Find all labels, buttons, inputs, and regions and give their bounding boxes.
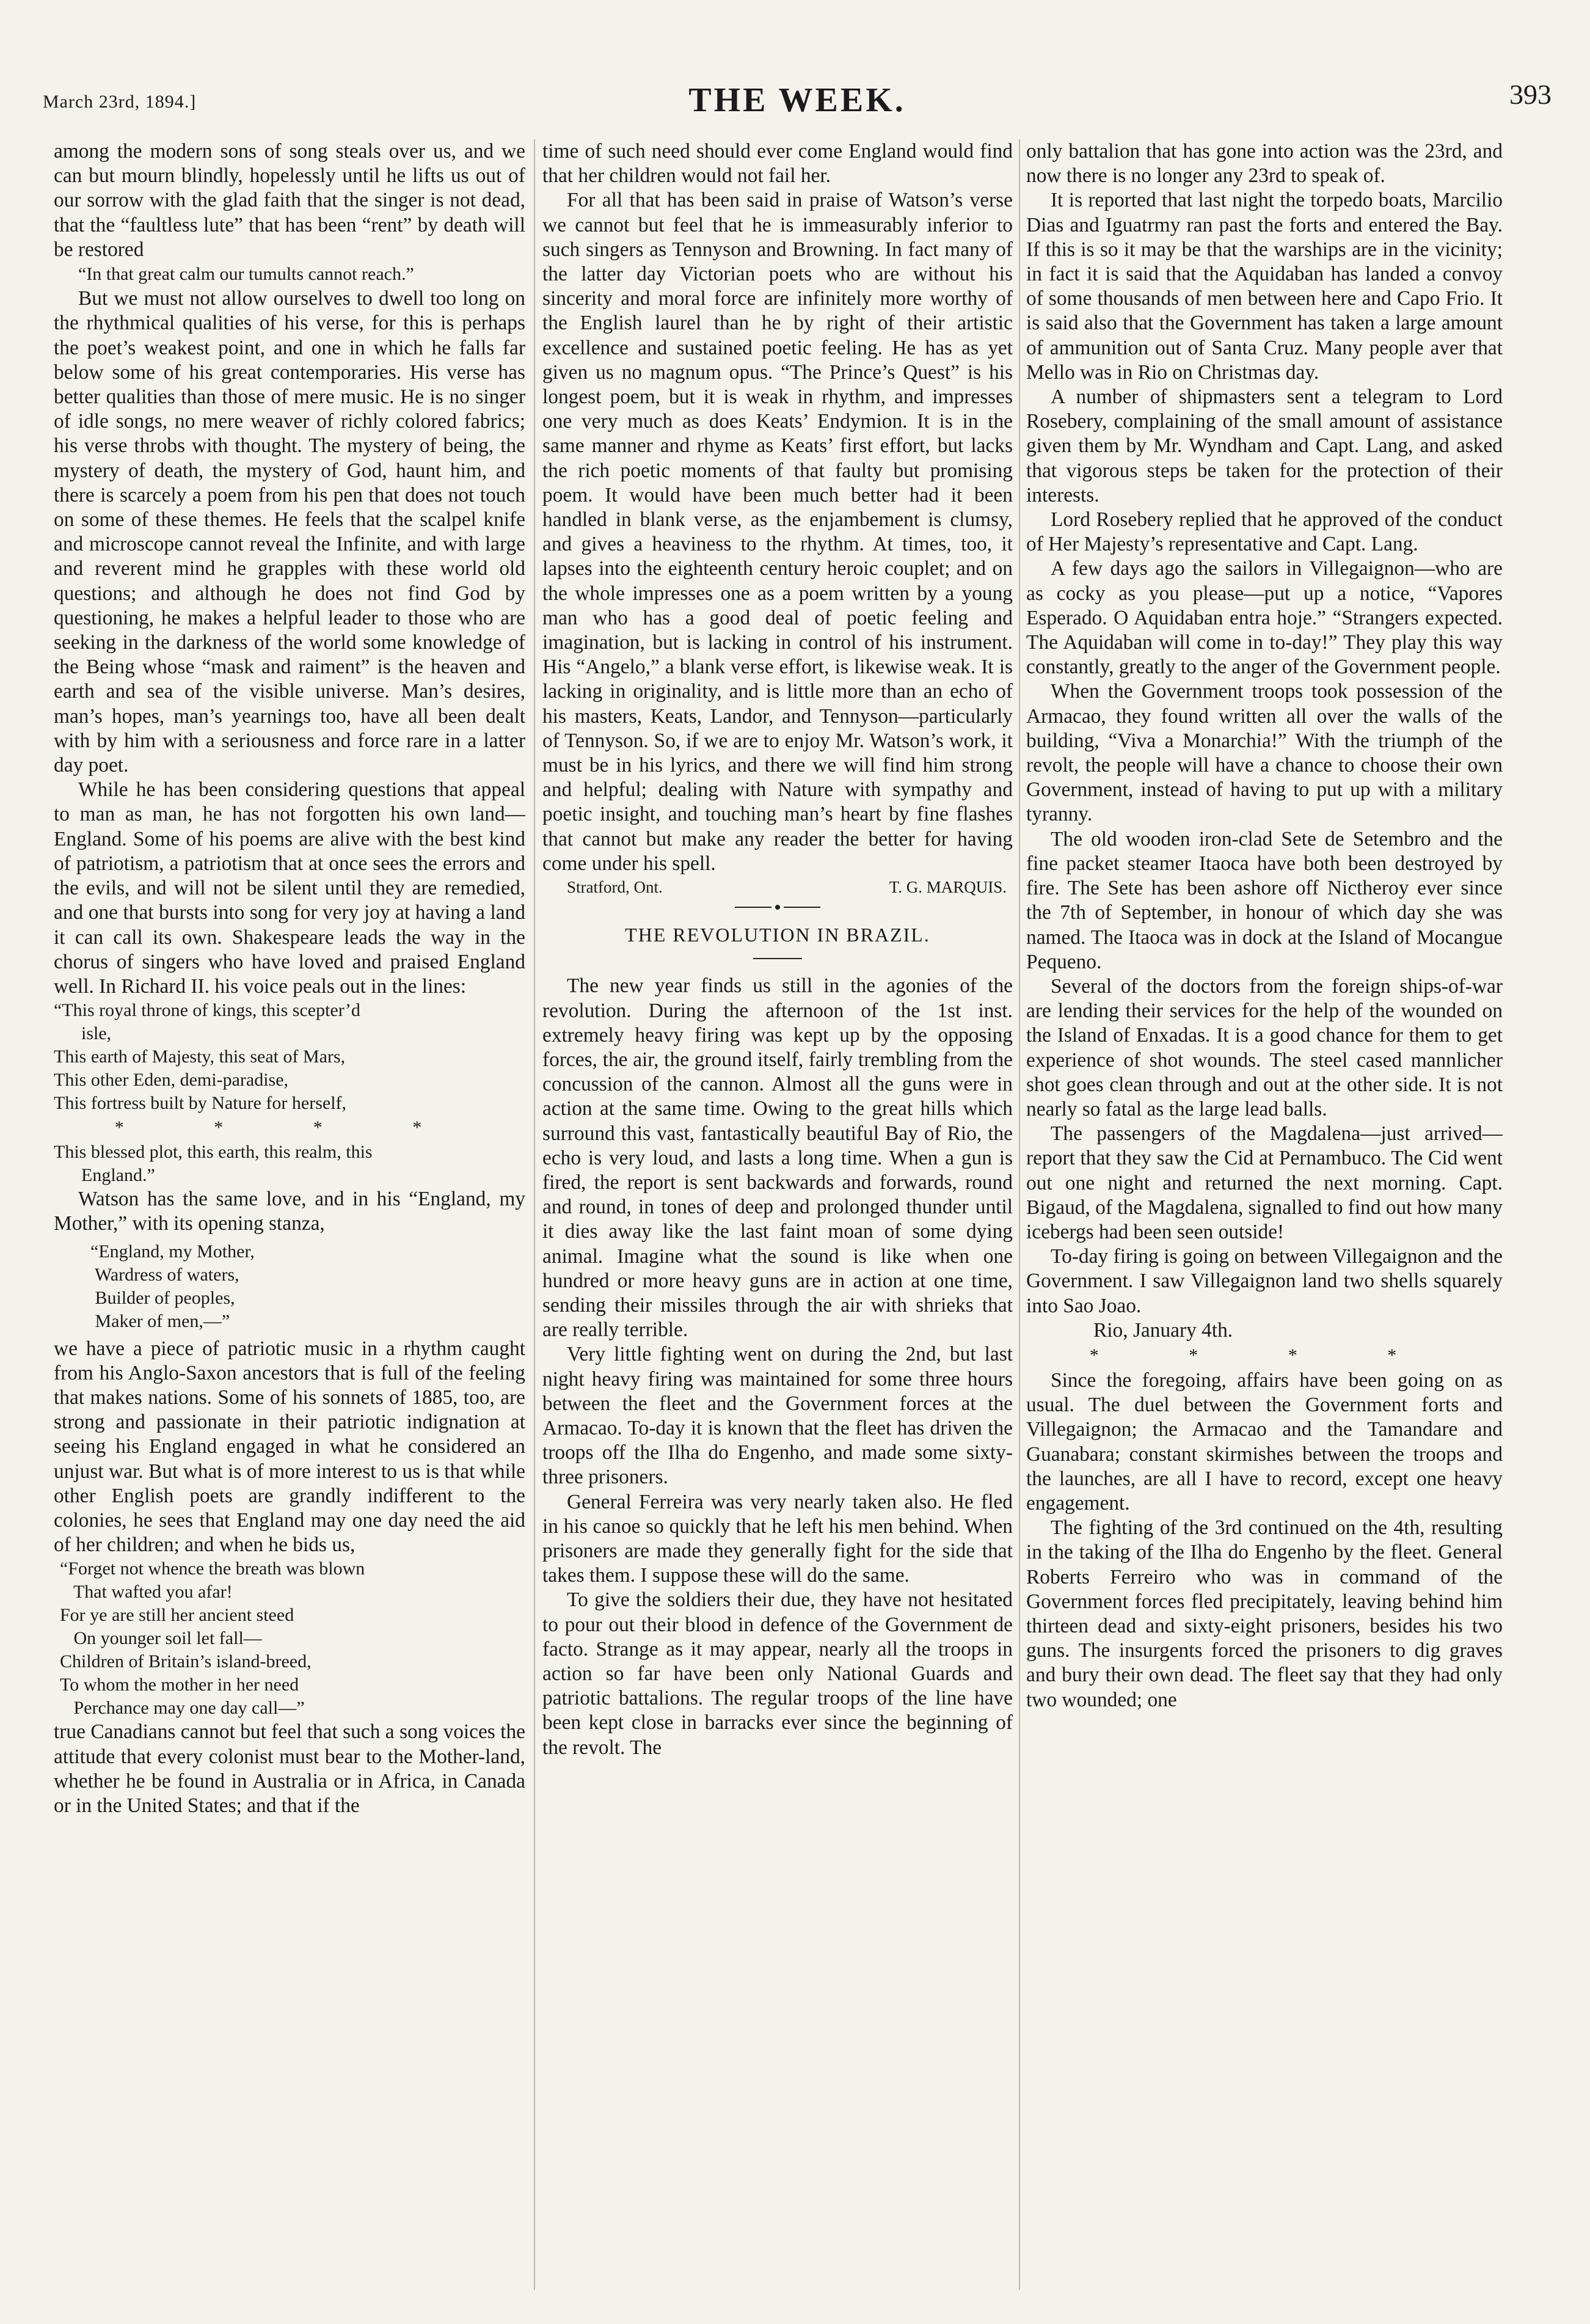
poem-quote-shakespeare: [54, 999, 525, 1115]
poem-line: Children of Britain’s island-breed,: [60, 1651, 312, 1672]
poem-line: For ye are still her ancient steed: [60, 1605, 294, 1626]
poem-line: Wardress of waters,: [90, 1264, 239, 1285]
paragraph: The passengers of the Magdalena—just arrived—report that they saw the Cid at Pernambuco. The Cid went out one night and returned the next morning. Capt. Bigaud, of the Magdalena, signalled to find out how many icebergs had been seen outside!: [1026, 1122, 1503, 1243]
paragraph: But we must not allow ourselves to dwell too long on the rhythmical qualities of his verse, for this is perhaps the poet’s weakest point, and one in which he falls far below some of his great contemporaries. His verse has better qualities than those of mere music. He is no singer of idle songs, no mere weaver of richly colored fabrics; his verse throbs with thought. The mystery of being, the mystery of death, the mystery of God, haunt him, and there is scarcely a poem from his pen that does not touch on some of these themes. He feels that the scalpel knife and microscope cannot reveal the Infinite, and with large and reverent mind he grapples with these world old questions; and although he does not find God by questioning, he makes a helpful leader to those who are seeking in the darkness of the world some knowledge of the Being whose “mask and raiment” is the heaven and earth and sea of the visible universe. Man’s desires, man’s hopes, man’s yearnings too, have all been dealt with by him with a seriousness and force rare in a latter day poet.: [54, 287, 525, 777]
signature-author: T. G. MARQUIS.: [889, 878, 1007, 897]
poem-line: isle,: [54, 1023, 112, 1044]
paragraph: Several of the doctors from the foreign ships-of-war are lending their services for the help of the wounded on the Island of Enxadas. It is a good chance for them to get experience of shot wounds. The steel cased mannlicher shot goes clean through and out at the other side. It is not nearly so fatal as the large lead balls.: [1026, 974, 1503, 1120]
paragraph: General Ferreira was very nearly taken also. He fled in his canoe so quickly that he left his men behind. When prisoners are made they generally fight for the side that takes them. I suppose these will do the same.: [542, 1490, 1013, 1587]
poem-line: That wafted you afar!: [60, 1582, 233, 1602]
page-number: 393: [1509, 79, 1552, 110]
poem-line: “Forget not whence the breath was blown: [60, 1558, 365, 1579]
ornament-line: [735, 907, 771, 908]
poem-line: Perchance may one day call—”: [60, 1698, 305, 1719]
paragraph: To-day firing is going on between Villegaignon and the Government. I saw Villegaignon land two shells squarely into Sao Joao.: [1026, 1245, 1503, 1317]
page-header: [43, 73, 1552, 141]
issue-date: March 23rd, 1894.]: [43, 92, 197, 112]
paragraph: It is reported that last night the torpedo boats, Marcilio Dias and Iguatrmy ran past the forts and entered the Bay. If this is so it may be that the warships are in the vicinity; in fact it is said that the Aquidaban has landed a convoy of some thousands of men between here and Capo Frio. It is said also that the Government has taken a large amount of ammunition out of Santa Cruz. Many people aver that Mello was in Rio on Christmas day.: [1026, 189, 1503, 384]
ornament-dot: [775, 905, 780, 910]
poem-quote-england-mother: [54, 1240, 525, 1333]
ornament-line: [784, 907, 820, 908]
masthead-title: THE WEEK.: [688, 81, 906, 119]
paragraph: we have a piece of patriotic music in a rhythm caught from his Anglo-Saxon ancestors that is full of the feeling that makes nations. Some of his sonnets of 1885, too, are strong and passionate in their patriotic indignation at seeing his England engaged in what he considered an unjust war. But what is of more interest to us is that while other English poets are grandly indifferent to the colonies, he sees that England may one day need the aid of her children; and when he bids us,: [54, 1337, 525, 1557]
paragraph: time of such need should ever come England would find that her children would not fail her.: [542, 140, 1013, 188]
signature-place: Stratford, Ont.: [567, 878, 663, 897]
paragraph: only battalion that has gone into action was the 23rd, and now there is no longer any 23rd to speak of.: [1026, 140, 1503, 188]
poem-line: Maker of men,—”: [90, 1310, 230, 1331]
poem-quote-shakespeare-end: [54, 1141, 525, 1187]
column-1: [54, 139, 525, 2290]
paragraph: For all that has been said in praise of Watson’s verse we cannot but feel that he is immeasurably inferior to such singers as Tennyson and Browning. In fact many of the latter day Victorian poets who are without his sincerity and moral force are infinitely more worthy of the English laurel than he by right of their artistic excellence and sustained poetic feeling. He has as yet given us no magnum opus. “The Prince’s Quest” is his longest poem, but it is weak in rhythm, and impresses one very much as does Keats’ Endymion. It is in the same manner and rhyme as Keats’ first effort, but lacks the rich poetic moments of that faulty but promising poem. It would have been much better had it been handled in blank verse, as the enjambement is clumsy, and gives a heaviness to the rhythm. At times, too, it lapses into the eighteenth century heroic couplet; and on the whole impresses one as a poem written by a young man who has a good deal of poetic feeling and imagination, but is lacking in control of his instrument. His “Angelo,” a blank verse effort, is likewise weak. It is lacking in originality, and is little more than an echo of his masters, Keats, Landor, and Tennyson—particularly of Tennyson. So, if we are to enjoy Mr. Watson’s work, it must be in his lyrics, and there we will find him strong and helpful; dealing with Nature with sympathy and poetic insight, and touching man’s heart by fine flashes that cannot but make any reader the better for having come under his spell.: [542, 189, 1013, 875]
paragraph: The old wooden iron-clad Sete de Setembro and the fine packet steamer Itaoca have both been destroyed by fire. The Sete has been ashore off Nictheroy ever since the 7th of September, in honour of which day she was named. The Itaoca was in dock at the Island of Mocangue Pequeno.: [1026, 827, 1503, 973]
paragraph: A number of shipmasters sent a telegram to Lord Rosebery, complaining of the small amount of assistance given them by Mr. Wyndham and Capt. Lang, and asked that vigorous steps be taken for the protection of their interests.: [1026, 386, 1503, 506]
poem-line: “England, my Mother,: [90, 1241, 255, 1262]
paragraph: The new year finds us still in the agonies of the revolution. During the afternoon of the 1st inst. extremely heavy firing was kept up by the opposing forces, the air, the ground itself, fairly trembling from the concussion of the cannon. Almost all the guns were in action at the same time. Owing to the great hills which surround this vast, fantastically beautiful Bay of Rio, the echo is very loud, and lasts a long time. When a gun is fired, the report is sent backwards and forwards, round and round, in tones of deep and prolonged thunder until it dies away like the last faint moan of some dying animal. Imagine what the sound is like when one hundred or more heavy guns are in action at one time, sending their missiles through the air with shrieks that are really terrible.: [542, 974, 1013, 1342]
poem-line: This other Eden, demi-paradise,: [54, 1070, 289, 1091]
dateline: Rio, January 4th.: [1093, 1318, 1233, 1342]
column-divider: [534, 139, 535, 2290]
paragraph: To give the soldiers their due, they have not hesitated to pour out their blood in defence of the Government de facto. Strange as it may appear, nearly all the troops in action so far have been only National Guards and patriotic battalions. The regular troops of the line have been kept close in barracks ever since the beginning of the revolt. The: [542, 1588, 1013, 1759]
poem-line: England.”: [54, 1165, 155, 1186]
paragraph: When the Government troops took possession of the Armacao, they found written all over the walls of the building, “Viva a Monarchia!” With the triumph of the revolt, the people will have a chance to choose their own Government, instead of having to put up with a military tyranny.: [1026, 680, 1503, 826]
poem-line: This fortress built by Nature for herself,: [54, 1093, 347, 1114]
section-ornament: [542, 898, 1013, 916]
paragraph: The fighting of the 3rd continued on the 4th, resulting in the taking of the Ilha do Engenho by the fleet. General Roberts Ferreiro who was in command of the Government forces fled precipitately, leaving behind him thirteen dead and sixty-eight prisoners, besides his two guns. The insurgents forced the prisoners to dig graves and bury their own dead. The fleet say that they had only two wounded; one: [1026, 1516, 1503, 1711]
paragraph: Lord Rosebery replied that he approved of the conduct of Her Majesty’s representative and Capt. Lang.: [1026, 508, 1503, 556]
paragraph: Very little fighting went on during the 2nd, but last night heavy firing was maintained for some three hours between the fleet and the Government forces at the Armacao. To-day it is known that the fleet has driven the troops off the Ilha do Engenho, and made some sixty-three prisoners.: [542, 1343, 1013, 1489]
column-3: [1026, 139, 1503, 2290]
paragraph: true Canadians cannot but feel that such a song voices the attitude that every colonist must bear to the Mother-land, whether he be found in Australia or in Africa, in Canada or in the United States; and that if the: [54, 1720, 525, 1817]
paragraph: Since the foregoing, affairs have been going on as usual. The duel between the Government forts and Villegaignon; the Armacao and the Tamandare and Guanabara; constant skirmishes between the troops and the launches, are all I have to record, except one heavy engagement.: [1026, 1368, 1503, 1515]
column-2: [542, 139, 1013, 2290]
column-divider: [1019, 139, 1020, 2290]
title-rule: [753, 958, 802, 959]
paragraph: A few days ago the sailors in Villegaignon—who are as cocky as you please—put up a notice, “Vapores Esperado. O Aquidaban entra hoje.” “Strangers expected. The Aquidaban will come in to-day!” They play this way constantly, greatly to the anger of the Government people.: [1026, 557, 1503, 679]
paragraph: While he has been considering questions that appeal to man as man, he has not forgotten his own land—England. Some of his poems are alive with the best kind of patriotism, a patriotism that at once sees the errors and the evils, and will not be silent until they are remedied, and one that bursts into song for very joy at having a land it can call its own. Shakespeare leads the way in the chorus of singers who have loved and praised England well. In Richard II. his voice peals out in the lines:: [54, 778, 525, 998]
section-break-asterisks: * * * *: [1089, 1345, 1440, 1365]
poem-line: To whom the mother in her need: [60, 1675, 299, 1695]
article-title: THE REVOLUTION IN BRAZIL.: [625, 924, 930, 946]
poem-line: This earth of Majesty, this seat of Mars,: [54, 1047, 346, 1067]
poem-line: This blessed plot, this earth, this realm, this: [54, 1142, 373, 1163]
section-break-asterisks: * * * *: [114, 1117, 465, 1138]
article-signature: [542, 876, 1013, 898]
poem-quote-forget-not: [54, 1557, 525, 1720]
poem-line: On younger soil let fall—: [60, 1628, 262, 1649]
paragraph: among the modern sons of song steals over us, and we can but mourn blindly, hopelessly until he lifts us out of our sorrow with the glad faith that the singer is not dead, that the “faultless lute” that has been “rent” by death will be restored: [54, 140, 525, 261]
block-quote: “In that great calm our tumults cannot reach.”: [78, 264, 414, 285]
paragraph: Watson has the same love, and in his “England, my Mother,” with its opening stanza,: [54, 1188, 525, 1235]
poem-line: “This royal throne of kings, this scepter’d: [54, 1000, 360, 1021]
poem-line: Builder of peoples,: [90, 1287, 235, 1308]
